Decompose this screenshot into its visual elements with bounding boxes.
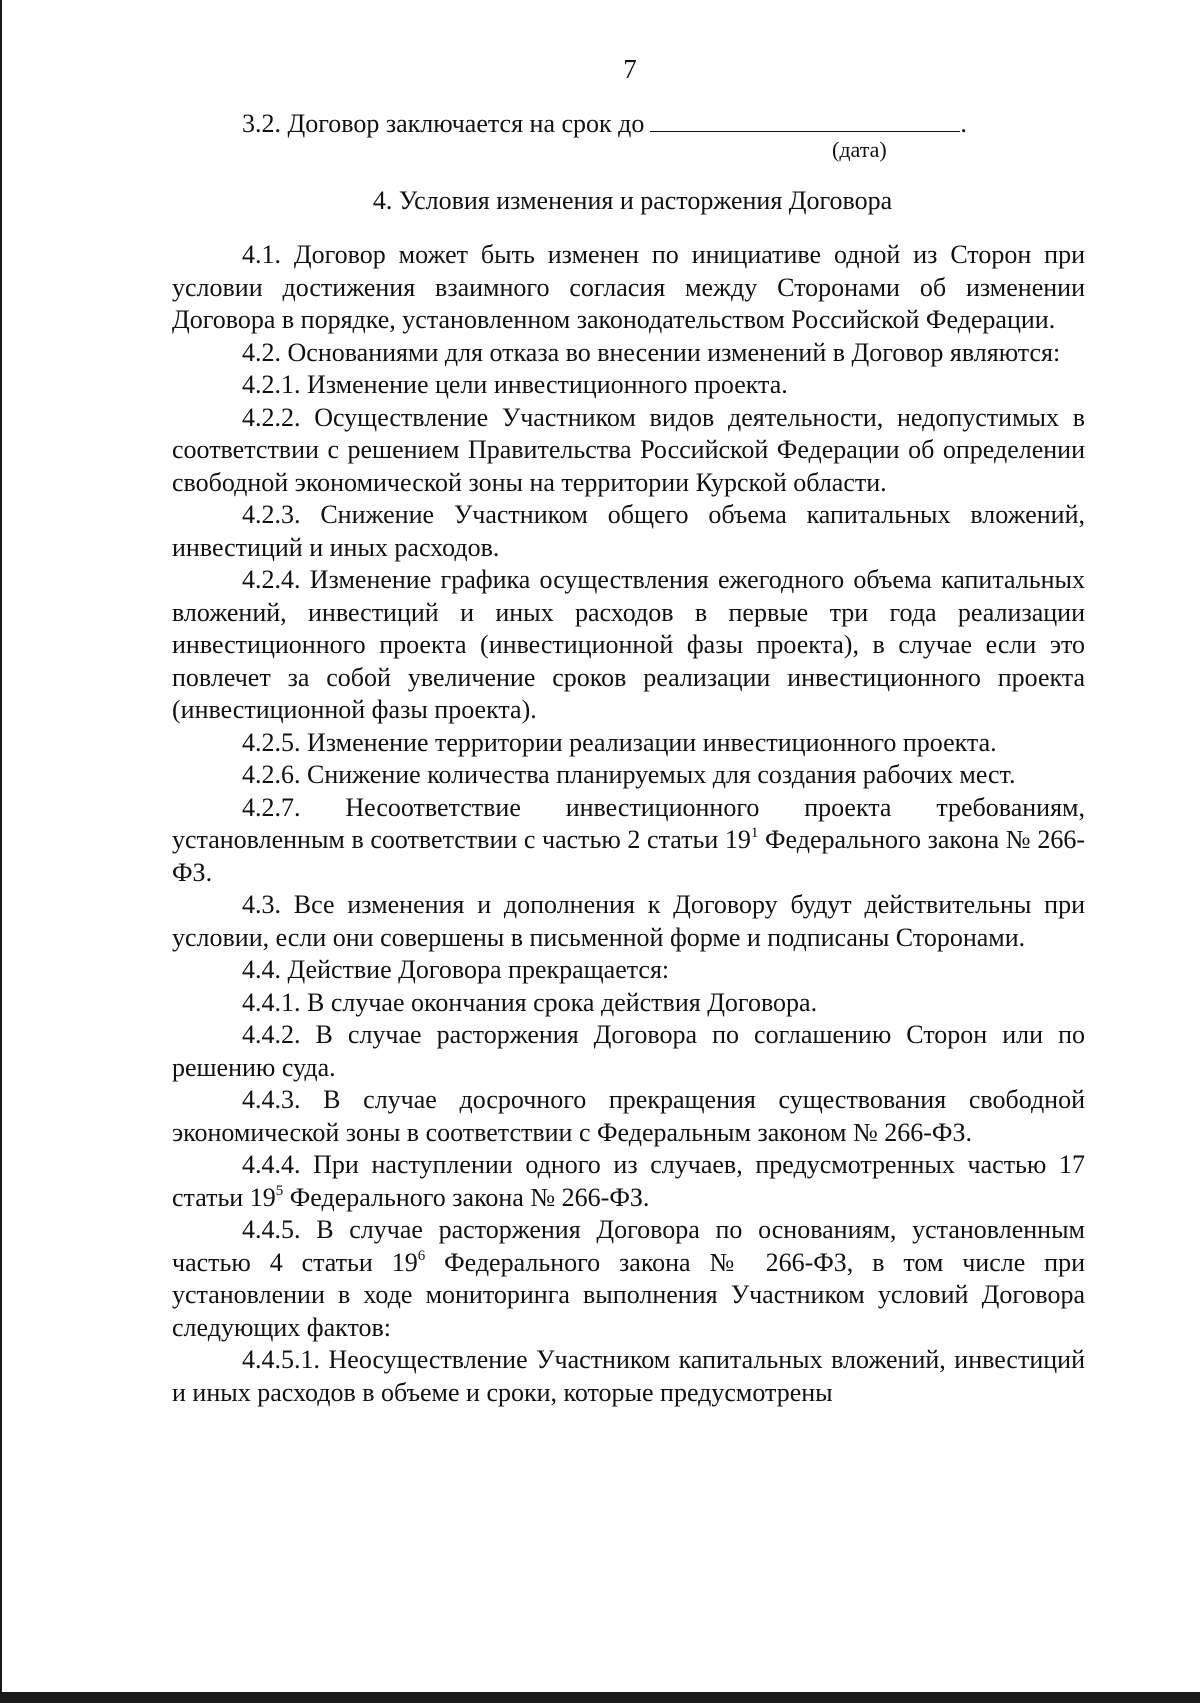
paragraph-4-3: 4.3. Все изменения и дополнения к Договору будут действительны при условии, если они совершены в письменной форме и подписаны Сторонами. — [172, 890, 1085, 952]
paragraph-4-4: 4.4. Действие Договора прекращается: — [242, 955, 670, 984]
date-caption: (дата) — [832, 136, 887, 162]
document-body — [172, 108, 1085, 1409]
paragraph-4-4-4-text: 4.4.4. При наступлении одного из случаев, предусмотренных частью 17 статьи 19 — [172, 1150, 1085, 1212]
clause-3-2-text: 3.2. Договор заключается на срок до — [242, 109, 645, 138]
paragraph-4-4-5 — [172, 1214, 1085, 1344]
paragraph-4-2-4: 4.2.4. Изменение графика осуществления ежегодного объема капитальных вложений, инвестиций и иных расходов в первые три года реализации инвестиционного проекта (инвестиционной фазы проекта), в случае если это повлечет за собой увеличение сроков реализации инвестиционного проекта (инвестиционной фазы проекта). — [172, 565, 1085, 724]
scan-border-bottom — [0, 1692, 1200, 1703]
paragraph-4-4-3: 4.4.3. В случае досрочного прекращения существования свободной экономической зоны в соответствии с Федеральным законом № 266-ФЗ. — [172, 1085, 1085, 1147]
paragraph-4-2-7 — [172, 792, 1085, 890]
paragraph-4-4-5-text: 4.4.5. В случае расторжения Договора по основаниям, установленным частью 4 статьи 19 — [172, 1215, 1085, 1277]
superscript-6: 6 — [417, 1247, 426, 1264]
scan-border-left — [0, 0, 2, 1692]
paragraph-4-2-7-text: 4.2.7. Несоответствие инвестиционного проекта требованиям, установленным в соответствии с частью 2 статьи 19 — [172, 792, 1085, 854]
paragraph-4-2-2: 4.2.2. Осуществление Участником видов деятельности, недопустимых в соответствии с решением Правительства Российской Федерации об определении свободной экономической зоны на территории Курской области. — [172, 402, 1085, 497]
section-4-title: 4. Условия изменения и расторжения Договора — [372, 185, 893, 215]
superscript-1: 1 — [750, 825, 759, 841]
paragraph-4-2-1: 4.2.1. Изменение цели инвестиционного проекта. — [242, 370, 788, 399]
paragraph-4-4-2: 4.4.2. В случае расторжения Договора по соглашению Сторон или по решению суда. — [172, 1020, 1085, 1082]
paragraph-4-4-4-tail: Федерального закона № 266-ФЗ. — [283, 1182, 650, 1212]
paragraph-4-2-7-tail: Федерального закона № 266-ФЗ. — [172, 825, 1085, 887]
paragraph-4-1: 4.1. Договор может быть изменен по инициативе одной из Сторон при условии достижения взаимного согласия между Сторонами об изменении Договора в порядке, установленном законодательством Российской Федерации. — [172, 240, 1085, 334]
paragraph-4-4-4 — [172, 1149, 1085, 1214]
paragraph-4-2-3: 4.2.3. Снижение Участником общего объема капитальных вложений, инвестиций и иных расходов. — [172, 500, 1085, 562]
page-number: 7 — [623, 54, 637, 84]
paragraph-4-2: 4.2. Основаниями для отказа во внесении изменений в Договор являются: — [242, 337, 1061, 367]
superscript-5: 5 — [275, 1182, 284, 1199]
paragraph-4-2-5: 4.2.5. Изменение территории реализации инвестиционного проекта. — [242, 727, 997, 757]
paragraph-4-4-5-1: 4.4.5.1. Неосуществление Участником капитальных вложений, инвестиций и иных расходов в объеме и сроки, которые предусмотрены — [172, 1345, 1085, 1407]
paragraph-4-4-1: 4.4.1. В случае окончания срока действия Договора. — [242, 987, 818, 1017]
clause-3-2 — [172, 108, 1085, 141]
clause-3-2-end: . — [960, 109, 967, 138]
paragraph-4-2-6: 4.2.6. Снижение количества планируемых для создания рабочих мест. — [242, 760, 1016, 789]
date-blank-line — [650, 109, 960, 132]
paragraph-4-4-5-tail: Федерального закона № 266-ФЗ, в том числе при установлении в ходе мониторинга выполнения Участником условий Договора следующих фактов: — [172, 1247, 1085, 1342]
